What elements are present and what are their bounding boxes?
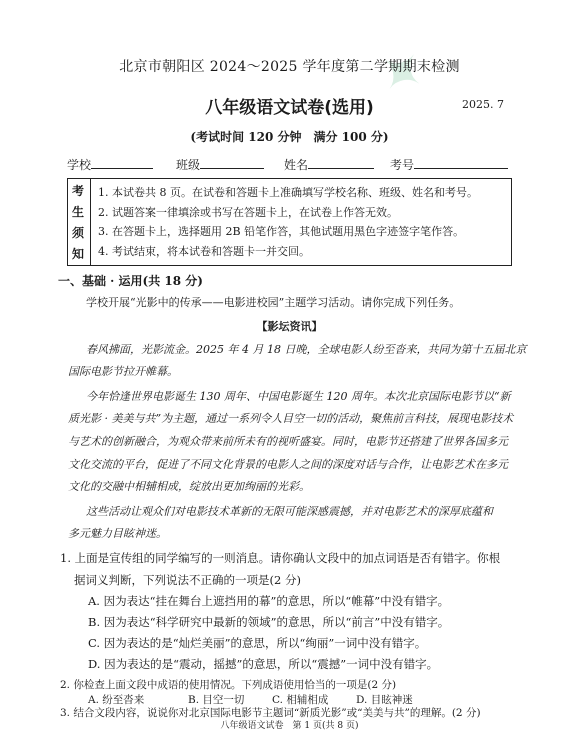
name-label: 姓名 bbox=[284, 158, 309, 172]
q2-option-c: C. 相辅相成 bbox=[272, 694, 329, 706]
para2-line: 与艺术的创新融合，为观众带来前所未有的视听盛宴。同时，电影节还搭建了世界各国多元 bbox=[68, 435, 508, 448]
notice-box bbox=[67, 178, 512, 266]
notice-heading: 考 生 须 知 bbox=[68, 179, 91, 265]
school-field[interactable] bbox=[67, 156, 153, 173]
section-intro: 学校开展“光影中的传承——电影进校园”主题学习活动。请你完成下列任务。 bbox=[86, 296, 461, 309]
para3-line: 这些活动让观众们对电影技术革新的无限可能深感震撼，并对电影艺术的深厚底蕴和 bbox=[86, 505, 493, 518]
notice-item: 4. 考试结束，将本试卷和答题卡一并交回。 bbox=[98, 244, 310, 258]
exam-title: 北京市朝阳区 2024～2025 学年度第二学期期末检测 bbox=[119, 59, 460, 75]
q1-stem: 1. 上面是宣传组的同学编写的一则消息。请你确认文段中的加点词语是否有错字。你根 bbox=[60, 551, 501, 565]
q2-option-a: A. 纷至沓来 bbox=[88, 694, 145, 706]
q1-option-c: C. 因为表达的是“灿烂美丽”的意思，所以“绚丽”一词中没有错字。 bbox=[88, 636, 427, 650]
exam-no-label: 考号 bbox=[390, 158, 415, 172]
para1-line: 国际电影节拉开帷幕。 bbox=[68, 365, 178, 378]
notice-item: 1. 本试卷共 8 页。在试卷和答题卡上准确填写学校名称、班级、姓名和考号。 bbox=[98, 186, 478, 199]
q3-stem: 3. 结合文段内容，说说你对北京国际电影节主题词“新质光影”或“美美与共”的理解。(2 分) bbox=[60, 707, 481, 719]
para2-line: 今年恰逢世界电影诞生 130 周年、中国电影诞生 120 周年。本次北京国际电影节以“新 bbox=[86, 390, 511, 403]
para1-line: 春风拂面，光影流金。2025 年 4 月 18 日晚，全球电影人纷至沓来，共同为第十五届北京 bbox=[86, 343, 527, 356]
page-footer: 八年级语文试卷 第 1 页(共 8 页) bbox=[220, 721, 359, 731]
para3-line: 多元魅力目眩神迷。 bbox=[68, 527, 167, 540]
para2-line: 文化交流的平台，促进了不同文化背景的电影人之间的深度对话与合作，让电影艺术在多元 bbox=[68, 458, 508, 471]
para2-line: 文化的交融中相辅相成，绽放出更加绚丽的光彩。 bbox=[68, 480, 310, 493]
notice-list bbox=[98, 183, 478, 261]
notice-item: 3. 在答题卡上，选择题用 2B 铅笔作答，其他试题用黑色字迹签字笔作答。 bbox=[98, 225, 465, 238]
class-field[interactable] bbox=[176, 156, 264, 173]
q2-option-b: B. 目空一切 bbox=[188, 694, 245, 706]
exam-no-field[interactable] bbox=[390, 156, 508, 173]
section-title: 一、基础 · 运用(共 18 分) bbox=[58, 274, 203, 288]
notice-item: 2. 试题答案一律填涂或书写在答题卡上，在试卷上作答无效。 bbox=[98, 205, 398, 219]
q1-option-d: D. 因为表达的是“震动，摇撼”的意思，所以“震撼”一词中没有错字。 bbox=[88, 657, 439, 671]
exam-date: 2025. 7 bbox=[462, 98, 504, 111]
exam-subtitle: 八年级语文试卷(选用) bbox=[205, 98, 374, 118]
watermark: ✦ bbox=[363, 34, 444, 111]
q1-option-b: B. 因为表达“科学研究中最新的领域”的意思，所以“前言”中没有错字。 bbox=[88, 615, 450, 629]
class-label: 班级 bbox=[176, 158, 201, 172]
name-field[interactable] bbox=[284, 156, 374, 173]
exam-info: (考试时间 120 分钟 满分 100 分) bbox=[190, 130, 389, 144]
q1-option-a: A. 因为表达“挂在舞台上遮挡用的幕”的意思，所以“帷幕”中没有错字。 bbox=[88, 594, 450, 608]
para2-line: 质光影 · 美美与共”为主题，通过一系列令人目空一切的活动，聚焦前言科技，展现电影技术 bbox=[68, 412, 514, 425]
q2-stem: 2. 你检查上面文段中成语的使用情况。下列成语使用恰当的一项是(2 分) bbox=[60, 679, 397, 691]
school-label: 学校 bbox=[67, 158, 92, 172]
box-title: 【影坛资讯】 bbox=[256, 320, 323, 333]
q2-option-d: D. 目眩神迷 bbox=[356, 694, 413, 706]
q1-stem: 据词义判断，下列说法不正确的一项是(2 分) bbox=[74, 573, 301, 587]
